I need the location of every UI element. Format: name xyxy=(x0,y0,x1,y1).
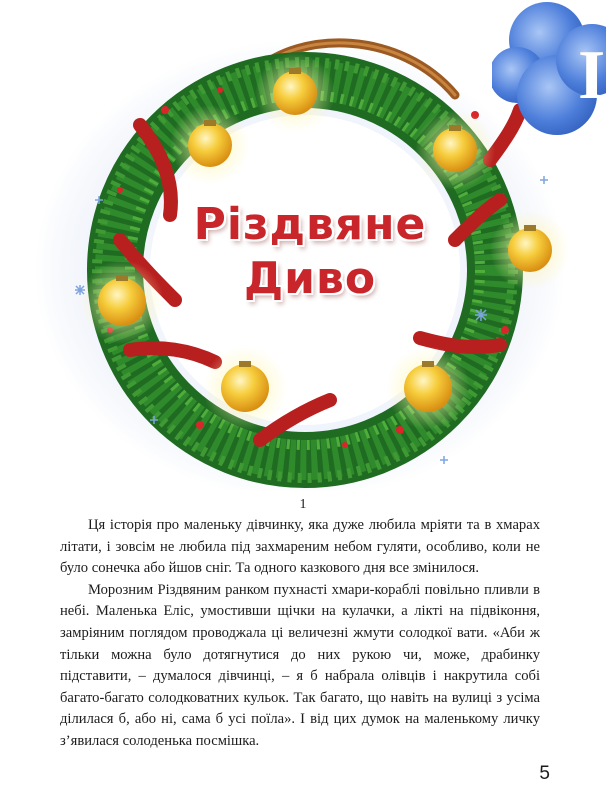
title-line-1: Різдвяне xyxy=(193,199,427,250)
story-text xyxy=(60,515,540,753)
paragraph: Ця історія про маленьку дівчинку, яка дуже любила мріяти та в хмарах літати, і зовсім не любила під захмареним небом гуляти, особливо, коли не було сонечка або йшов сніг. Та одного казкового дня все змінилося. xyxy=(60,517,540,577)
chapter-numeral: I xyxy=(578,37,606,114)
chapter-cloud-badge xyxy=(492,0,606,150)
title-line-2: Диво xyxy=(243,253,377,304)
chapter-number: 1 xyxy=(299,497,307,512)
paragraph: Морозним Різдвяним ранком пухнасті хмари-кораблі повільно пливли в небі. Маленька Еліс, умостивши щічки на кулачки, а лікті на підвіконня, замріяним поглядом проводжала ці величезні жмути солодкої вати. «Аби ж тільки можна було дотягнутися до них рукою чи, може, драбинку підставити, – думалося дівчинці, – я б набрала олівців і накрутила собі багато-багато солодковатних кульок. Так багато, що навіть на вулиці з усіма ділилася б, або ні, сама б усі поїла». І від цих думок на маленькому личку з’явилася солоденька посмішка. xyxy=(60,581,540,749)
story-title xyxy=(190,198,430,306)
page-number: 5 xyxy=(539,763,550,784)
